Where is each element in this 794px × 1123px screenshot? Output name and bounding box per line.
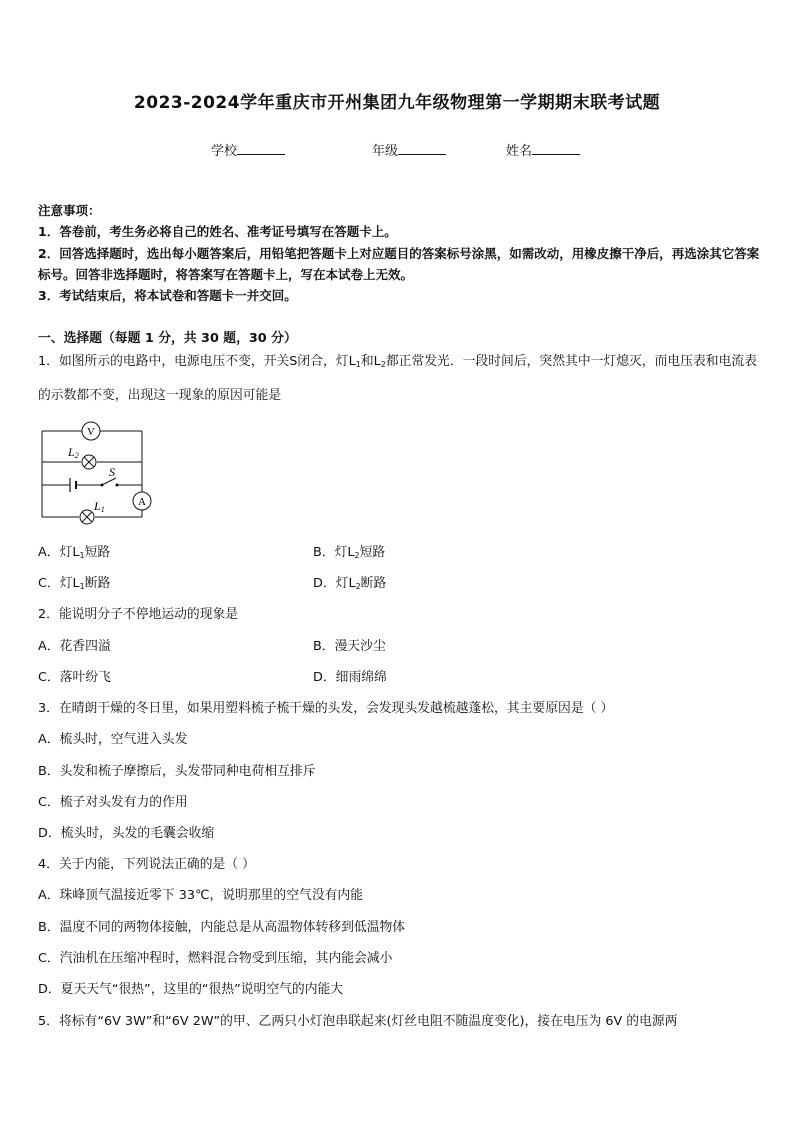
q1-text-a: 1．如图所示的电路中，电源电压不变，开关S闭合，灯L: [38, 354, 356, 369]
question-5-stem: 5．将标有“6V 3W”和“6V 2W”的甲、乙两只小灯泡串联起来(灯丝电阻不随温度变化)，接在电压为 6V 的电源两: [38, 1014, 678, 1029]
q4-option-a: A．珠峰顶气温接近零下 33℃，说明那里的空气没有内能: [38, 888, 364, 903]
q4-option-d: D．夏天天气“很热”，这里的“很热”说明空气的内能大: [38, 982, 344, 997]
section-heading: 一、选择题（每题 1 分，共 30 题，30 分）: [38, 331, 297, 346]
q3-option-d: D．梳头时，头发的毛囊会收缩: [38, 826, 215, 841]
school-blank: [237, 142, 285, 155]
lamp-l2-label: L2: [68, 445, 79, 460]
q2-option-c: C．落叶纷飞: [38, 670, 111, 685]
question-3-stem: 3．在晴朗干燥的冬日里，如果用塑料梳子梳干燥的头发，会发现头发越梳越蓬松，其主要原因是（ ）: [38, 701, 614, 716]
q1-sub-1: 1: [355, 360, 361, 369]
q4-option-c: C．汽油机在压缩冲程时，燃料混合物受到压缩，其内能会减小: [38, 951, 393, 966]
q4-option-b: B．温度不同的两物体接触，内能总是从高温物体转移到低温物体: [38, 920, 406, 935]
name-blank: [532, 142, 580, 155]
question-2-stem: 2．能说明分子不停地运动的现象是: [38, 607, 239, 622]
question-4-stem: 4．关于内能，下列说法正确的是（ ）: [38, 857, 255, 872]
q1-text-b: 和L: [360, 354, 381, 369]
circuit-diagram: [36, 418, 156, 526]
school-field: [211, 140, 285, 159]
ammeter-symbol: [133, 492, 151, 510]
q2-option-a: A．花香四溢: [38, 639, 111, 654]
note-item: 3．考试结束后，将本试卷和答题卡一并交回。: [38, 288, 297, 304]
switch-contact: [116, 484, 119, 487]
note-item: 1．答卷前，考生务必将自己的姓名、准考证号填写在答题卡上。: [38, 224, 397, 240]
lamp-l1-symbol: [80, 499, 105, 524]
notes-heading: 注意事项：: [38, 203, 101, 218]
q3-option-a: A．梳头时，空气进入头发: [38, 732, 188, 747]
question-1-stem: [38, 346, 760, 411]
switch-label: S: [109, 465, 115, 479]
q1-option-d: D．灯$L_2$断路: [313, 576, 387, 591]
exam-title: 2023-2024学年重庆市开州集团九年级物理第一学期期末联考试题: [133, 93, 661, 113]
grade-label: 年级: [372, 144, 399, 159]
q1-option-a: A．灯$L_1$短路: [38, 545, 111, 560]
q2-option-d: D．细雨绵绵: [313, 670, 387, 685]
school-label: 学校: [211, 144, 238, 159]
q1-text-c: 都正常发光．一段时间后，突然其中一灯熄灭，而电压表和电流表的示数都不变，出现这一现象的原因可能是: [38, 354, 757, 403]
ammeter-label: A: [138, 496, 146, 508]
q1-option-b: B．灯$L_2$短路: [313, 545, 386, 560]
q2-option-b: B．漫天沙尘: [313, 639, 386, 654]
voltmeter-label: V: [87, 426, 95, 438]
notes-block: [38, 200, 760, 306]
switch-pivot: [101, 484, 104, 487]
note-item: 2．回答选择题时，选出每小题答案后，用铅笔把答题卡上对应题目的答案标号涂黑，如需改动，用橡皮擦干净后，再选涂其它答案标号。回答非选择题时，将答案写在答题卡上，写在本试卷上无效。: [38, 245, 760, 282]
voltmeter-symbol: [82, 422, 100, 440]
q3-option-c: C．梳子对头发有力的作用: [38, 795, 188, 810]
lamp-l1-label: L1: [94, 499, 105, 514]
name-label: 姓名: [506, 144, 533, 159]
grade-blank: [398, 142, 446, 155]
name-field: [506, 140, 580, 159]
lamp-l2-symbol: [67, 445, 96, 469]
grade-field: [372, 140, 446, 159]
q1-option-c: C．灯$L_1$断路: [38, 576, 111, 591]
q1-sub-2: 2: [380, 360, 386, 369]
q3-option-b: B．头发和梳子摩擦后，头发带同种电荷相互排斥: [38, 764, 316, 779]
